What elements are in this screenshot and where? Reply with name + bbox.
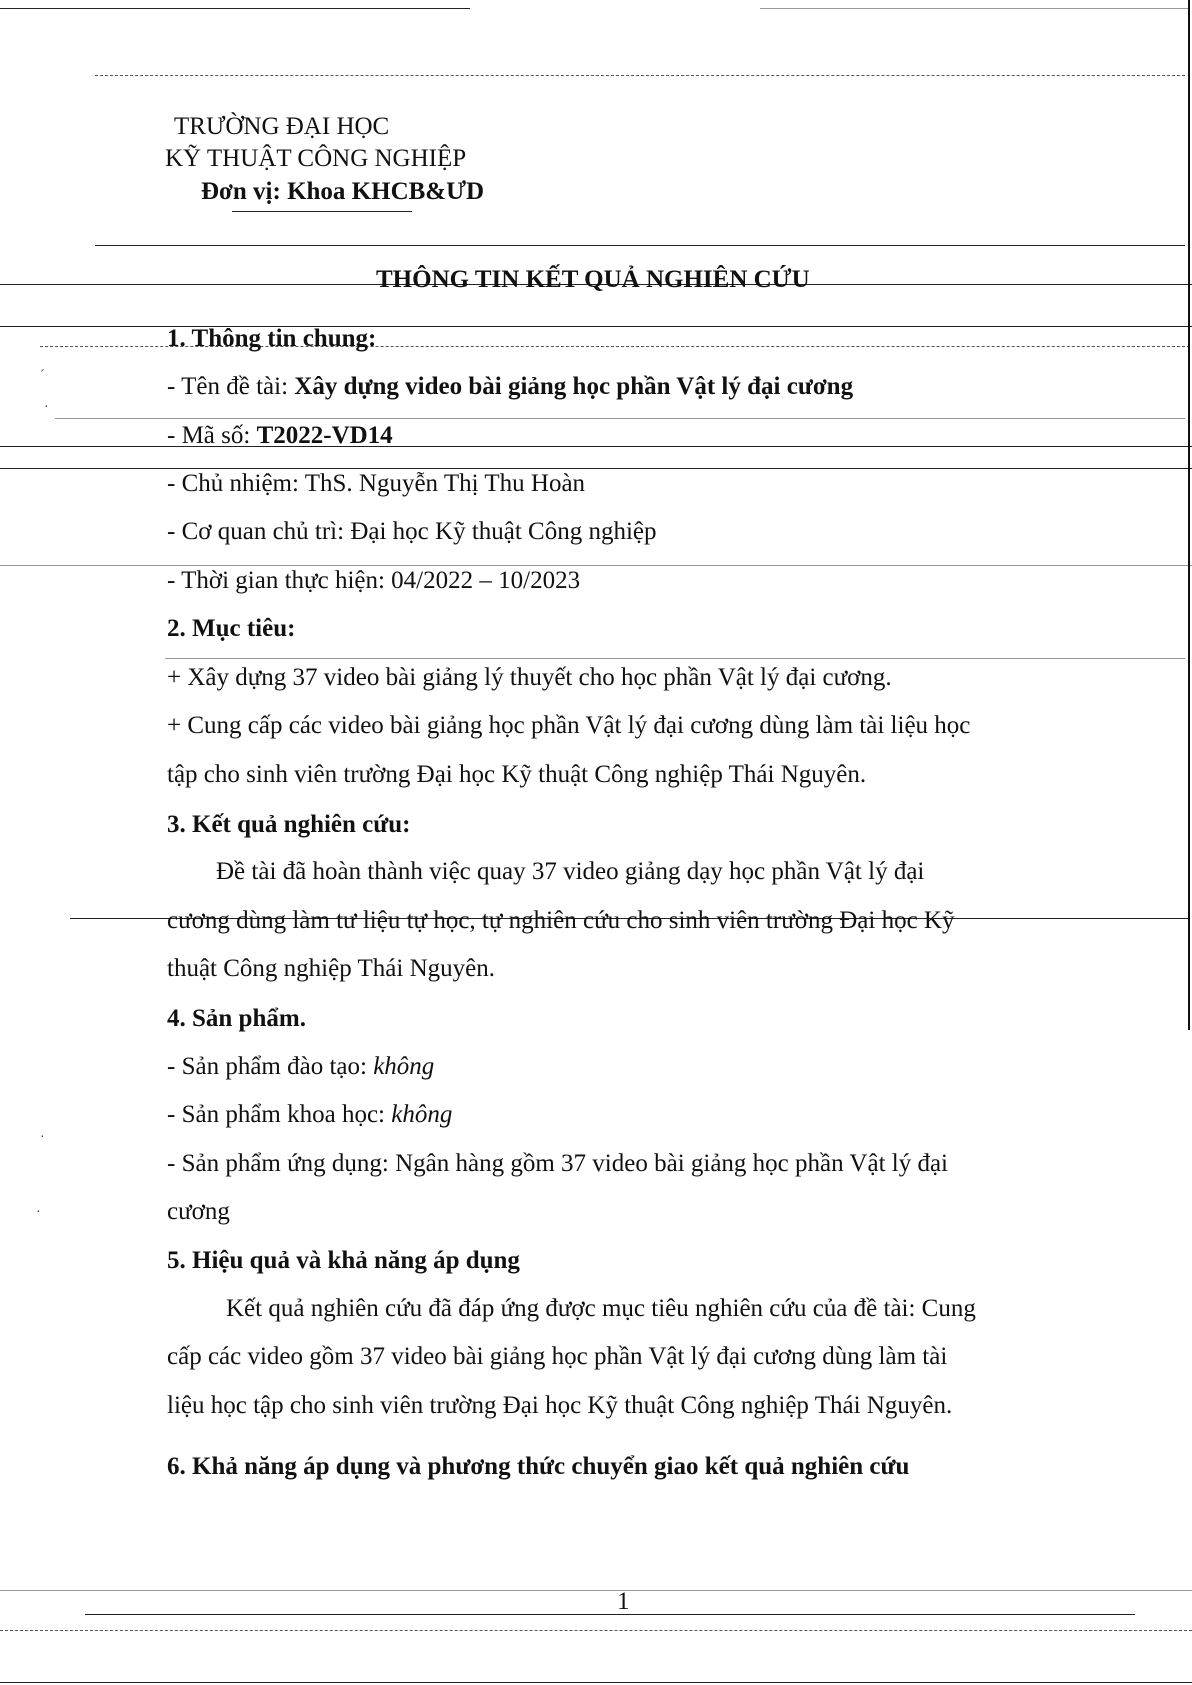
applied-product-line2: cương xyxy=(167,1198,230,1225)
scan-edge xyxy=(1188,0,1190,1030)
code-value: T2022-VD14 xyxy=(256,422,393,449)
scan-rule xyxy=(0,1590,1192,1591)
scan-rule xyxy=(95,75,1185,76)
training-product-label: - Sản phẩm đào tạo: xyxy=(167,1053,374,1080)
unit-label: Đơn vị: Khoa KHCB&ƯD xyxy=(201,178,485,205)
training-product-value: không xyxy=(373,1053,435,1080)
university-name-line2: KỸ THUẬT CÔNG NGHIỆP xyxy=(165,145,467,172)
period-line: - Thời gian thực hiện: 04/2022 – 10/2023 xyxy=(167,567,581,594)
science-product-label: - Sản phẩm khoa học: xyxy=(167,1101,392,1128)
effect-line1: Kết quả nghiên cứu đã đáp ứng được mục tiêu nghiên cứu của đề tài: Cung xyxy=(226,1295,976,1322)
training-product-line xyxy=(167,1052,434,1082)
unit-underline xyxy=(232,211,412,212)
result-line2: cương dùng làm tư liệu tự học, tự nghiên cứu cho sinh viên trường Đại học Kỹ xyxy=(167,907,955,934)
applied-product-line1: - Sản phẩm ứng dụng: Ngân hàng gồm 37 video bài giảng học phần Vật lý đại xyxy=(167,1150,949,1177)
result-line3: thuật Công nghiệp Thái Nguyên. xyxy=(167,955,495,982)
effect-line3: liệu học tập cho sinh viên trường Đại học Kỹ thuật Công nghiệp Thái Nguyên. xyxy=(167,1392,953,1419)
goal-2-line1: + Cung cấp các video bài giảng học phần Vật lý đại cương dùng làm tài liệu học xyxy=(167,712,971,739)
scan-speck: · xyxy=(36,1205,41,1220)
scan-rule xyxy=(0,1682,1192,1683)
scan-rule xyxy=(85,1614,1135,1615)
page-number: 1 xyxy=(617,1588,630,1615)
result-line1: Đề tài đã hoàn thành việc quay 37 video giảng dạy học phần Vật lý đại xyxy=(216,858,925,885)
goal-2-line2: tập cho sinh viên trường Đại học Kỹ thuật Công nghiệp Thái Nguyên. xyxy=(167,761,867,788)
scan-rule xyxy=(165,658,1185,659)
lead-line: - Chủ nhiệm: ThS. Nguyễn Thị Thu Hoàn xyxy=(167,470,586,497)
scan-speck: · xyxy=(44,400,49,415)
code-line xyxy=(167,421,393,451)
section1-heading: 1. Thông tin chung: xyxy=(167,325,377,352)
university-name-line1: TRƯỜNG ĐẠI HỌC xyxy=(174,113,390,140)
scan-rule xyxy=(0,1630,1192,1631)
scan-speck: ´ xyxy=(40,368,45,383)
goal-1: + Xây dựng 37 video bài giảng lý thuyết cho học phần Vật lý đại cương. xyxy=(167,664,892,691)
science-product-value: không xyxy=(391,1101,453,1128)
section2-heading: 2. Mục tiêu: xyxy=(167,615,296,642)
host-line: - Cơ quan chủ trì: Đại học Kỹ thuật Công nghiệp xyxy=(167,518,657,545)
topic-value: Xây dựng video bài giảng học phần Vật lý đại cương xyxy=(294,373,854,400)
code-label: - Mã số: xyxy=(167,422,257,449)
scan-rule xyxy=(55,418,1185,419)
section6-heading: 6. Khả năng áp dụng và phương thức chuyển giao kết quả nghiên cứu xyxy=(167,1453,910,1480)
science-product-line xyxy=(167,1100,452,1130)
scan-rule xyxy=(760,8,1190,9)
scan-rule xyxy=(95,245,1185,246)
section4-heading: 4. Sản phẩm. xyxy=(167,1005,306,1032)
topic-line xyxy=(167,372,853,402)
scan-rule xyxy=(0,8,470,9)
section3-heading: 3. Kết quả nghiên cứu: xyxy=(167,811,411,838)
effect-line2: cấp các video gồm 37 video bài giảng học phần Vật lý đại cương dùng làm tài xyxy=(167,1343,948,1370)
topic-label: - Tên đề tài: xyxy=(167,373,295,400)
scan-speck: · xyxy=(40,1130,45,1145)
section5-heading: 5. Hiệu quả và khả năng áp dụng xyxy=(167,1247,520,1274)
page-title: THÔNG TIN KẾT QUẢ NGHIÊN CỨU xyxy=(376,266,810,293)
